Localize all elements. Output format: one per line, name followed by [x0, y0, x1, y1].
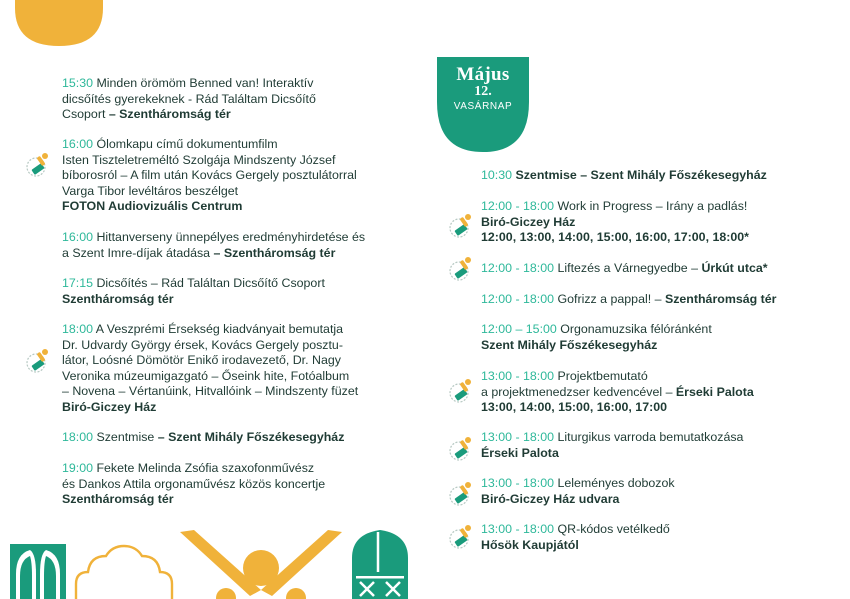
program-entry — [481, 369, 754, 416]
entry-time: 18:00 — [62, 430, 94, 444]
entry-location: – Szent Mihály Főszékesegyház — [154, 430, 345, 444]
entry-text: Orgonamuzsika félóránként — [560, 322, 712, 336]
entry-text: dicsőítés gyerekeknek - Rád Találtam Dicsőítő — [62, 91, 316, 106]
stamp-icon — [445, 522, 475, 552]
entry-location: – Szentháromság tér — [105, 107, 231, 121]
program-entry — [481, 199, 749, 246]
entry-time: 13:00 - 18:00 — [481, 476, 555, 490]
program-entry — [481, 168, 767, 184]
stamp-icon — [22, 150, 52, 180]
entry-location: FOTON Audiovizuális Centrum — [62, 199, 243, 213]
stamp-icon — [445, 254, 475, 284]
entry-text: Work in Progress – Irány a padlás! — [557, 199, 748, 213]
entry-time: 15:30 — [62, 76, 94, 90]
program-entry — [62, 230, 365, 261]
program-entry — [481, 522, 670, 553]
entry-text: Dr. Udvardy György érsek, Kovács Gergely posztu- — [62, 337, 343, 352]
entry-location: Biró-Giczey Ház udvara — [481, 491, 620, 506]
gold-shield-decoration — [15, 0, 105, 48]
entry-text: Veronika múzeumigazgató – Őseink hite, Fotóalbum — [62, 368, 350, 383]
entry-time: 12:00 - 18:00 — [481, 261, 555, 275]
entry-location: Szent Mihály Főszékesegyház — [481, 337, 658, 352]
entry-location: Úrkút utca* — [701, 261, 768, 275]
entry-time: 18:00 — [62, 322, 94, 336]
entry-times: 12:00, 13:00, 14:00, 15:00, 16:00, 17:00, 18:00* — [481, 230, 749, 244]
entry-location: Szentháromság tér — [62, 492, 174, 506]
program-entry — [481, 261, 768, 277]
entry-time: 12:00 - 18:00 — [481, 199, 555, 213]
entry-text: a projektmenedzser kedvencével – — [481, 384, 676, 399]
stamp-icon — [445, 479, 475, 509]
program-entry — [62, 76, 316, 123]
green-arch-window-decoration — [10, 544, 66, 599]
entry-time: 12:00 – 15:00 — [481, 322, 557, 336]
program-entry — [62, 461, 325, 508]
badge-day-of-week: VASÁRNAP — [453, 101, 513, 112]
program-entry — [481, 292, 776, 308]
entry-text: Isten Tiszteletreméltó Szolgája Mindszenty József — [62, 152, 336, 167]
entry-time: 13:00 - 18:00 — [481, 430, 555, 444]
stamp-icon — [22, 346, 52, 376]
entry-text: Ólomkapu című dokumentumfilm — [96, 137, 278, 151]
entry-text: látor, Loósné Dömötör Enikő irodavezető, Dr. Nagy — [62, 353, 341, 367]
entry-text: Fekete Melinda Zsófia szaxofonművész — [96, 461, 315, 475]
entry-location: Szentmise – Szent Mihály Főszékesegyház — [515, 168, 767, 182]
entry-text: Liftezés a Várnegyedbe – — [557, 261, 702, 275]
gold-cloud-decoration — [72, 544, 176, 599]
entry-text: a Szent Imre-díjak átadása — [62, 245, 211, 260]
entry-text: Csoport — [62, 107, 106, 121]
badge-day: 12. — [474, 84, 492, 99]
entry-location: – Szentháromság tér — [210, 245, 336, 260]
entry-time: 17:15 — [62, 276, 94, 290]
entry-text: bíborosról – A film után Kovács Gergely posztulátorral — [62, 168, 357, 182]
program-entry — [62, 430, 344, 446]
entry-location: Biró-Giczey Ház — [481, 214, 576, 229]
entry-text: és Dankos Attila orgonaművész közös koncertje — [62, 476, 326, 491]
gold-crossed-keys-decoration — [176, 528, 346, 599]
entry-text: Dicsőítés – Rád Találtan Dicsőítő Csoport — [96, 276, 325, 290]
entry-text: Leleményes dobozok — [557, 476, 675, 490]
date-badge — [437, 57, 529, 112]
entry-time: 16:00 — [62, 230, 94, 244]
stamp-icon — [445, 211, 475, 241]
entry-text: A Veszprémi Érsekség kiadványait bemutatja — [95, 322, 344, 336]
program-entry — [62, 137, 357, 215]
green-gothic-window-decoration — [352, 530, 408, 599]
entry-time: 19:00 — [62, 461, 94, 475]
program-entry — [481, 476, 675, 507]
entry-text: Varga Tibor levéltáros beszélget — [62, 183, 239, 198]
entry-time: 10:30 — [481, 168, 513, 182]
program-entry — [481, 430, 743, 461]
entry-times: 13:00, 14:00, 15:00, 16:00, 17:00 — [481, 400, 667, 414]
entry-location: Szentháromság tér — [664, 292, 777, 306]
entry-time: 12:00 - 18:00 — [481, 292, 555, 306]
entry-time: 16:00 — [62, 137, 94, 151]
entry-text: Szentmise — [96, 430, 155, 444]
entry-text: Projektbemutató — [557, 369, 648, 383]
entry-text: – Novena – Vértanúink, Hitvallóink – Mindszenty füzet — [62, 384, 359, 398]
program-entry — [481, 322, 712, 353]
program-entry — [62, 276, 325, 307]
stamp-icon — [445, 434, 475, 464]
entry-time: 13:00 - 18:00 — [481, 522, 555, 536]
entry-location: Érseki Palota — [675, 384, 754, 399]
entry-location: Biró-Giczey Ház — [62, 399, 157, 414]
program-entry — [62, 322, 358, 415]
entry-text: QR-kódos vetélkedő — [557, 522, 670, 536]
entry-text: Liturgikus varroda bemutatkozása — [557, 430, 744, 444]
badge-month: Május — [456, 64, 510, 85]
stamp-icon — [445, 376, 475, 406]
entry-text: Hittanverseny ünnepélyes eredményhirdetése és — [96, 230, 366, 244]
entry-text: Gofrizz a pappal! – — [557, 292, 665, 306]
entry-time: 13:00 - 18:00 — [481, 369, 555, 383]
entry-text: Minden örömöm Benned van! Interaktív — [96, 76, 314, 90]
entry-location: Szentháromság tér — [62, 291, 174, 306]
entry-location: Hősök Kaupjától — [481, 537, 579, 552]
entry-location: Érseki Palota — [481, 445, 559, 460]
